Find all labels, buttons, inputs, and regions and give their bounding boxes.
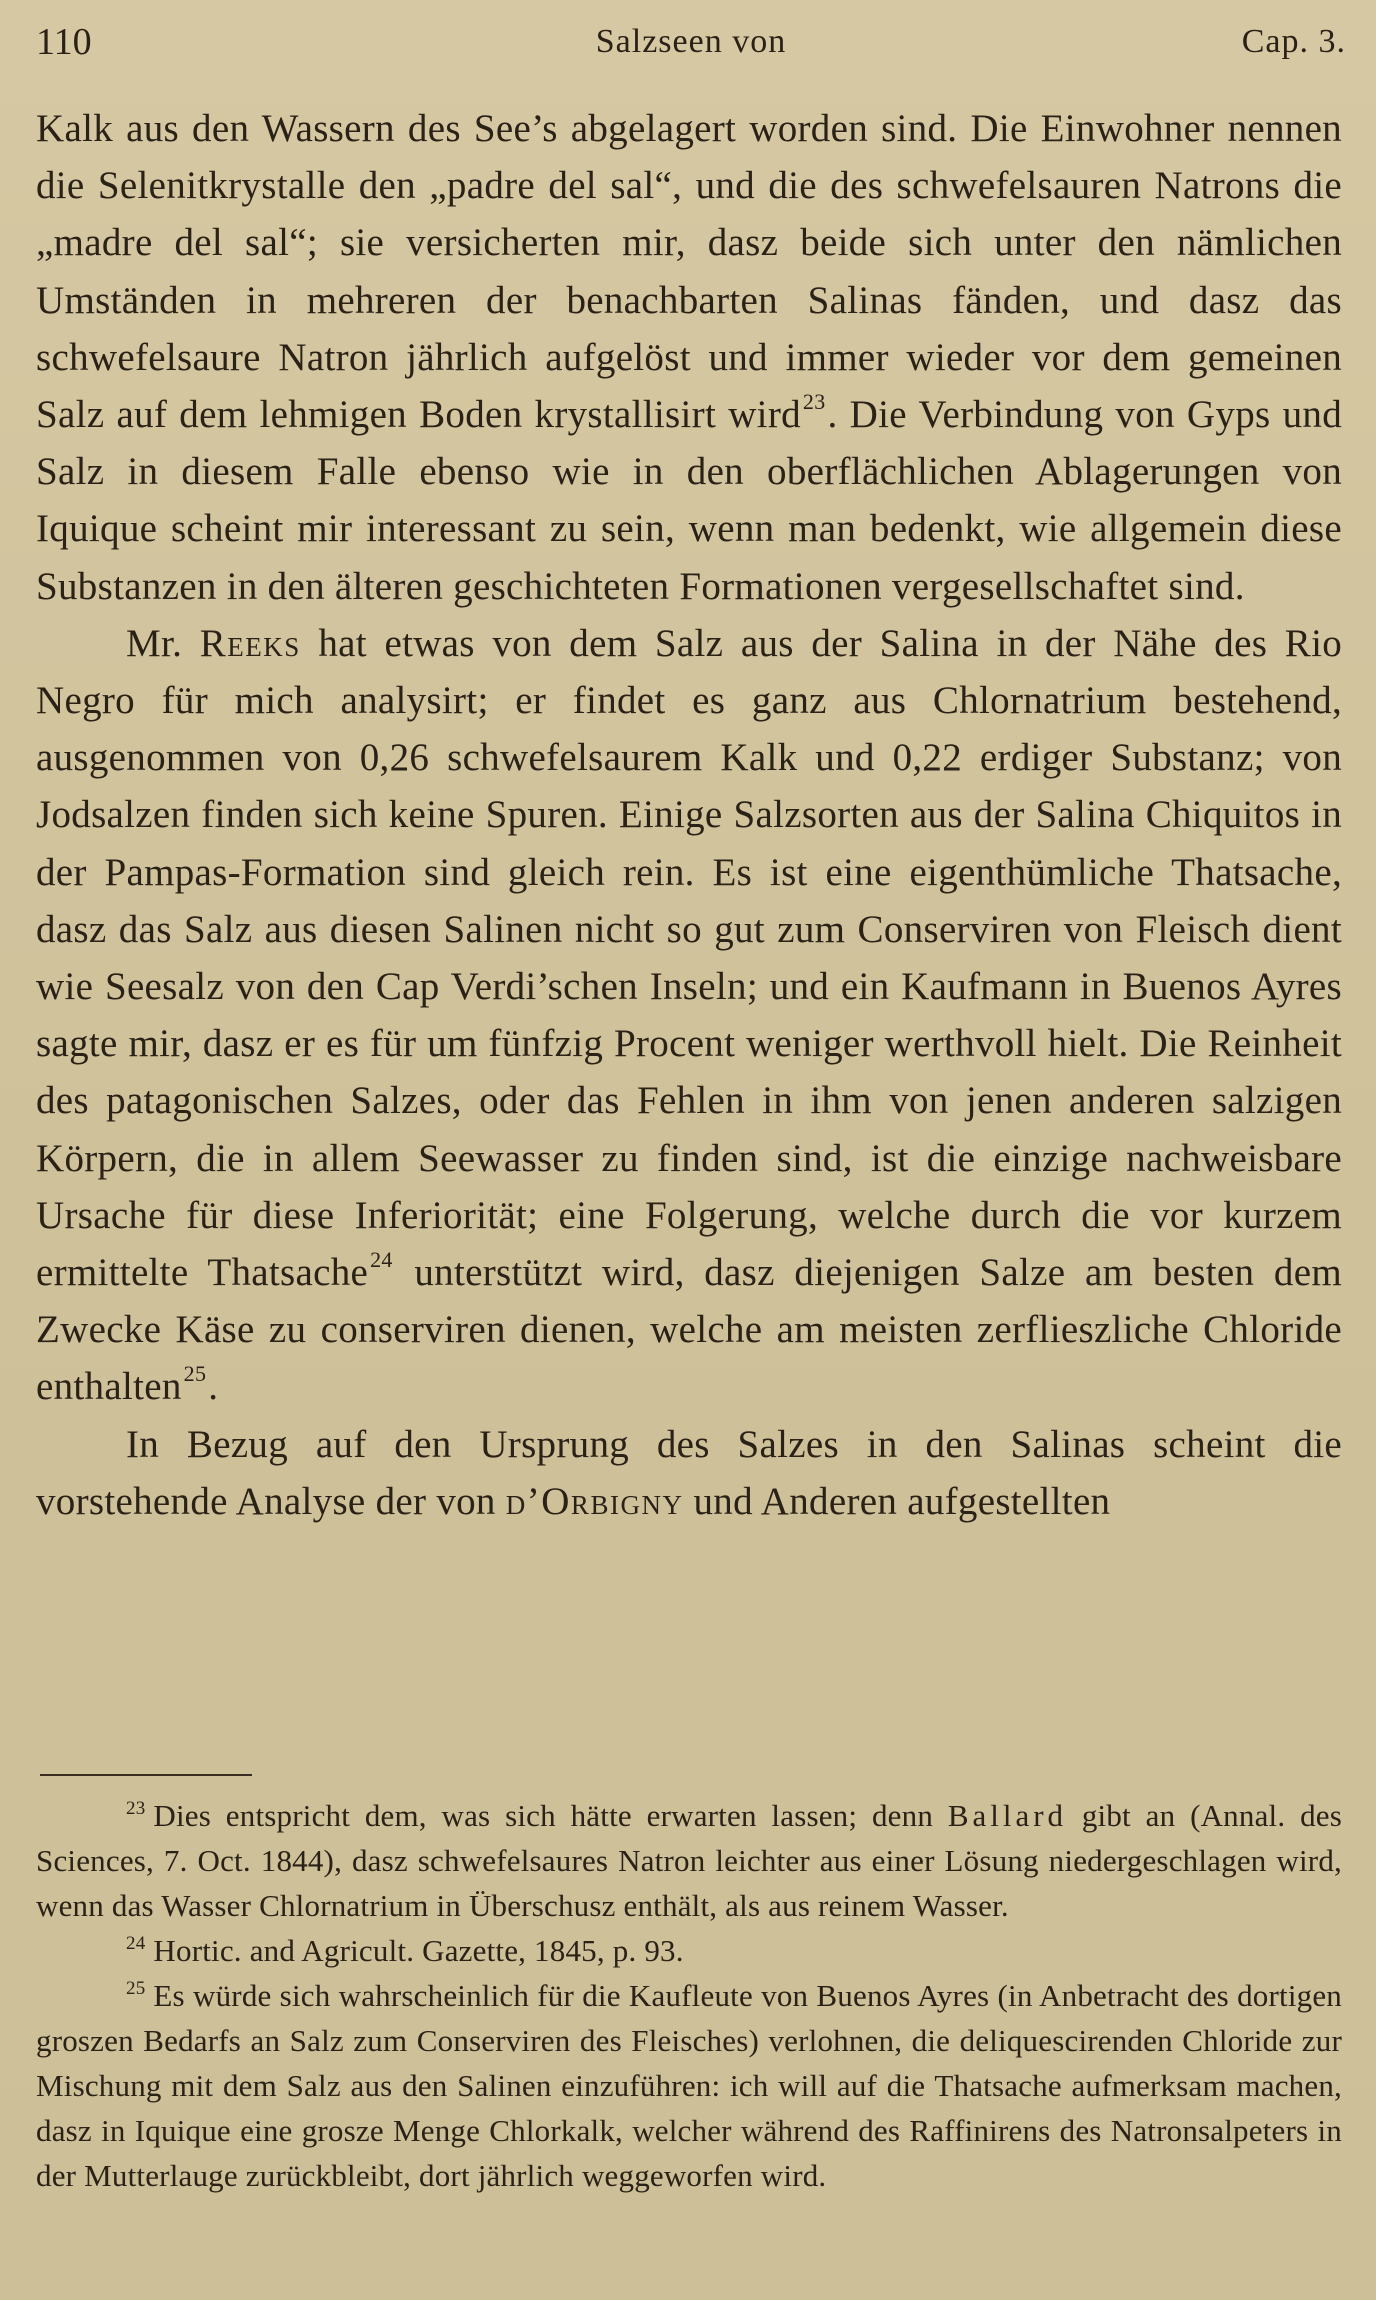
footnote-number-23: 23 [126,1798,146,1819]
author-name-reeks: Reeks [199,621,301,665]
footnote-23 [36,1793,1342,1928]
running-title: Salzseen von [595,23,787,60]
paragraph-2-part-a: Mr. [126,621,200,665]
footnote-23-part-a: Dies entspricht dem, was sich hätte erwarten lassen; denn [153,1798,948,1833]
footnote-25-text: Es würde sich wahrscheinlich für die Kaufleute von Buenos Ayres (in Anbetracht des dortigen groszen Bedarfs an Salz zum Conserviren des Fleisches) verlohnen, die deliquescirenden Chloride zur Mischung mit dem Salz aus den Salinen einzuführen: ich will auf die Thatsache aufmerksam machen, dasz in Iquique eine grosze Menge Chlorkalk, welcher während des Raffinirens des Natronsalpeters in der Mutterlauge zurückbleibt, dort jährlich weggeworfen wird. [36,1978,1342,2193]
page-number: 110 [36,21,92,63]
footnote-ref-25[interactable]: 25 [183,1361,207,1387]
footnote-24-text: Hortic. and Agricult. Gazette, 1845, p. 93. [153,1933,684,1968]
paragraph-2 [36,615,1342,1416]
paragraph-1 [36,100,1342,615]
main-text [36,100,1342,1530]
footnote-number-25: 25 [126,1978,146,1999]
paragraph-3-part-b: und Anderen aufgestellten [683,1479,1111,1523]
footnote-ref-23[interactable]: 23 [802,389,826,415]
paragraph-2-part-c: unterstützt wird, dasz diejenigen Salze am besten dem Zwecke Käse zu conserviren dienen, welche am meisten zerflieszliche Chloride enthalten [36,1251,1342,1409]
footnote-24 [36,1928,1342,1973]
chapter-label: Cap. 3. [1241,23,1346,60]
footnote-ref-24[interactable]: 24 [370,1247,393,1273]
running-header [36,18,1346,66]
paragraph-2-part-d: . [208,1365,219,1409]
author-name-dorbigny: d’Orbigny [505,1479,684,1523]
paragraph-3-part-a: In Bezug auf den Ursprung des Salzes in den Salinas scheint die vorstehende Analyse der von [36,1422,1342,1523]
paragraph-1-part-b: . Die Verbindung von Gyps und Salz in diesem Falle ebenso wie in den oberflächlichen Ablagerungen von Iquique scheint mir interessant zu sein, wenn man bedenkt, wie allgemein diese Substanzen in den älteren geschichteten Formationen vergesellschaftet sind. [36,393,1342,608]
footnote-number-24: 24 [126,1933,146,1954]
paragraph-2-part-b: hat etwas von dem Salz aus der Salina in der Nähe des Rio Negro für mich analysirt; er findet es ganz aus Chlornatrium bestehend, ausgenommen von 0,26 schwefelsaurem Kalk und 0,22 erdiger Substanz; von Jodsalzen finden sich keine Spuren. Einige Salzsorten aus der Salina Chiquitos in der Pampas-Formation sind gleich rein. Es ist eine eigenthümliche Thatsache, dasz das Salz aus diesen Salinen nicht so gut zum Conserviren von Fleisch dient wie Seesalz von den Cap Verdi’schen Inseln; und ein Kaufmann in Buenos Ayres sagte mir, dasz er es für um fünfzig Procent weniger werthvoll hielt. Die Reinheit des patagonischen Salzes, oder das Fehlen in ihm von jenen anderen salzigen Körpern, die in allem Seewasser zu finden sind, ist die einzige nachweisbare Ursache für diese Inferiorität; eine Folgerung, welche durch die vor kurzem ermittelte Thatsache [36,621,1343,1295]
footnotes [36,1793,1342,2198]
footnote-divider [40,1774,252,1776]
paragraph-3 [36,1416,1342,1530]
footnote-23-part-b: gibt an (Annal. des Sciences, 7. Oct. 1844), dasz schwefelsaures Natron leichter aus einer Lösung niedergeschlagen wird, wenn das Wasser Chlornatrium in Überschusz enthält, als aus reinem Wasser. [36,1798,1342,1923]
author-name-ballard: Ballard [947,1798,1068,1833]
paragraph-1-part-a: Kalk aus den Wassern des See’s abgelagert worden sind. Die Einwohner nennen die Selenitkrystalle den „padre del sal“, und die des schwefelsauren Natrons die „madre del sal“; sie versicherten mir, dasz beide sich unter den nämlichen Umständen in mehreren der benachbarten Salinas fänden, und dasz das schwefelsaure Natron jährlich aufgelöst und immer wieder vor dem gemeinen Salz auf dem lehmigen Boden krystallisirt wird [36,107,1342,437]
footnote-25 [36,1973,1342,2198]
